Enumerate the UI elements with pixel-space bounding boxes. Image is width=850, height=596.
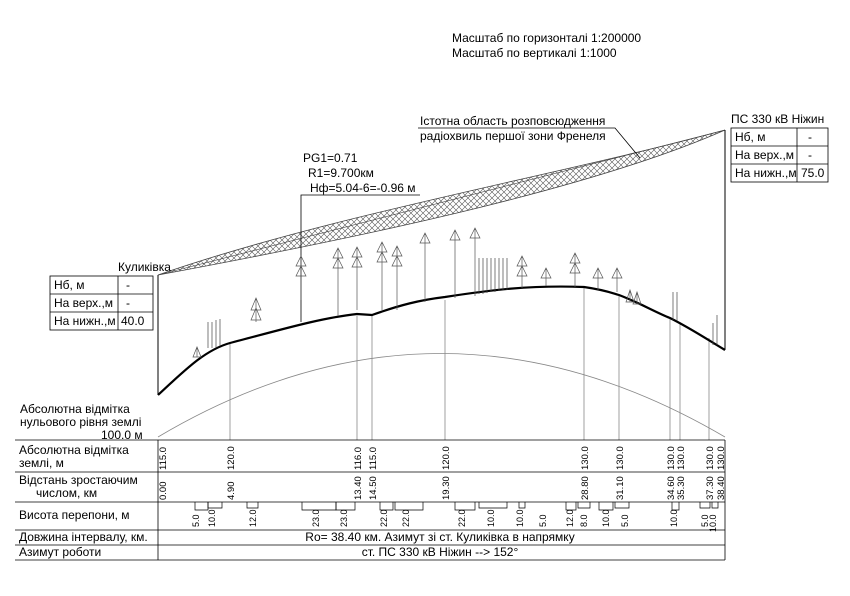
distance-value: 4.90	[226, 481, 237, 500]
distance-value: 13.40	[353, 476, 364, 500]
distance-value: 34.60	[666, 476, 677, 500]
obstacle-value: 12.0	[565, 509, 575, 527]
right-row-value: -	[808, 148, 812, 162]
elevation-value: 115.0	[368, 446, 379, 470]
terrain-profile	[158, 287, 725, 395]
elevation-values	[158, 446, 727, 470]
obstacle-values	[191, 509, 718, 532]
left-station-table	[50, 276, 153, 330]
elevation-value: 115.0	[158, 446, 169, 470]
obstacle-value: 5.0	[620, 514, 630, 527]
right-row-label: На нижн.,м	[735, 166, 797, 180]
elevation-value: 130.0	[580, 446, 591, 470]
left-row-label: Нб, м	[54, 278, 85, 292]
obstacle-value: 22.0	[379, 509, 389, 527]
row-elevation-label1: Абсолютна відмітка	[19, 443, 129, 457]
row-distance-label2: числом, км	[36, 486, 98, 500]
obstacle-value: 5.0	[191, 514, 201, 527]
left-row-value: 40.0	[121, 314, 145, 328]
distance-value: 19.30	[441, 476, 452, 500]
zero-level-line1: Абсолютна відмітка	[20, 402, 130, 416]
left-row-value: -	[126, 296, 130, 310]
row-azimuth-label: Азимут роботи	[19, 545, 102, 559]
obstacle-value: 23.0	[311, 509, 321, 527]
elevation-value: 120.0	[226, 446, 237, 470]
elevation-value: 116.0	[353, 446, 364, 470]
obstacle-value: 12.0	[248, 509, 258, 527]
obstacle-value: 10.0	[486, 509, 496, 527]
row-length-label: Довжина інтервалу, км.	[19, 530, 148, 544]
elevation-value: 130.0	[615, 446, 626, 470]
right-row-label: Нб, м	[735, 130, 766, 144]
azimuth-text: ст. ПС 330 кВ Ніжин --> 152°	[361, 545, 519, 559]
distance-value: 35.30	[676, 476, 687, 500]
obstacle-value: 5.0	[700, 514, 710, 527]
distance-value: 38.40	[716, 476, 727, 500]
right-station-name: ПС 330 кВ Ніжин	[731, 112, 825, 126]
earth-curvature-arc	[158, 354, 725, 438]
obstacle-value: 23.0	[339, 509, 349, 527]
distance-value: 0.00	[158, 481, 169, 500]
left-row-value: -	[126, 278, 130, 292]
row-obstacle-label: Висота перепони, м	[19, 508, 130, 522]
obstacle-value: 10.0	[515, 509, 525, 527]
row-elevation-label2: землі, м	[19, 456, 64, 470]
zero-level-value: 100.0 м	[101, 428, 143, 442]
left-row-label: На верх.,м	[54, 296, 114, 310]
ground-verticals	[230, 287, 709, 440]
row-distance-label1: Відстань зростаючим	[19, 473, 138, 487]
elevation-value: 130.0	[666, 446, 677, 470]
right-station-table	[731, 128, 828, 182]
obstacle-value: 8.0	[579, 514, 589, 527]
elevation-value: 130.0	[676, 446, 687, 470]
obstacle-value: 10.0	[708, 514, 718, 532]
right-row-value: -	[808, 130, 812, 144]
obstacle-value: 22.0	[401, 509, 411, 527]
distance-value: 28.80	[580, 476, 591, 500]
distance-values	[158, 476, 727, 500]
right-row-value: 75.0	[801, 166, 825, 180]
elevation-value: 130.0	[705, 446, 716, 470]
horizontal-scale: Масштаб по горизонталі 1:200000	[452, 31, 642, 45]
interval-text: Ro= 38.40 км. Азимут зі ст. Куликівка в напрямку	[305, 530, 575, 544]
distance-value: 31.10	[615, 476, 626, 500]
hf-value: Hф=5.04-6=-0.96 м	[310, 181, 416, 195]
distance-value: 14.50	[368, 476, 379, 500]
fresnel-label-line1: Істотна область розповсюдження	[420, 114, 606, 128]
distance-value: 37.30	[705, 476, 716, 500]
obstacle-brackets	[195, 502, 718, 510]
left-station-name: Куликівка	[118, 260, 171, 274]
obstacle-value: 10.0	[207, 509, 217, 527]
obstacle-value: 5.0	[538, 514, 548, 527]
r-value: R1=9.700км	[308, 166, 374, 180]
pg-value: PG1=0.71	[303, 151, 358, 165]
left-row-label: На нижн.,м	[54, 314, 116, 328]
elevation-value: 120.0	[441, 446, 452, 470]
vertical-scale: Масштаб по вертикалі 1:1000	[452, 46, 617, 60]
obstacle-value: 10.0	[669, 509, 679, 527]
obstacle-value: 10.0	[601, 509, 611, 527]
obstacle-value: 22.0	[457, 509, 467, 527]
zero-level-line2: нульового рівня землі	[20, 415, 142, 429]
fresnel-label-line2: радіохвиль першої зони Френеля	[420, 129, 606, 143]
right-row-label: На верх.,м	[735, 148, 795, 162]
elevation-value: 130.0	[716, 446, 727, 470]
